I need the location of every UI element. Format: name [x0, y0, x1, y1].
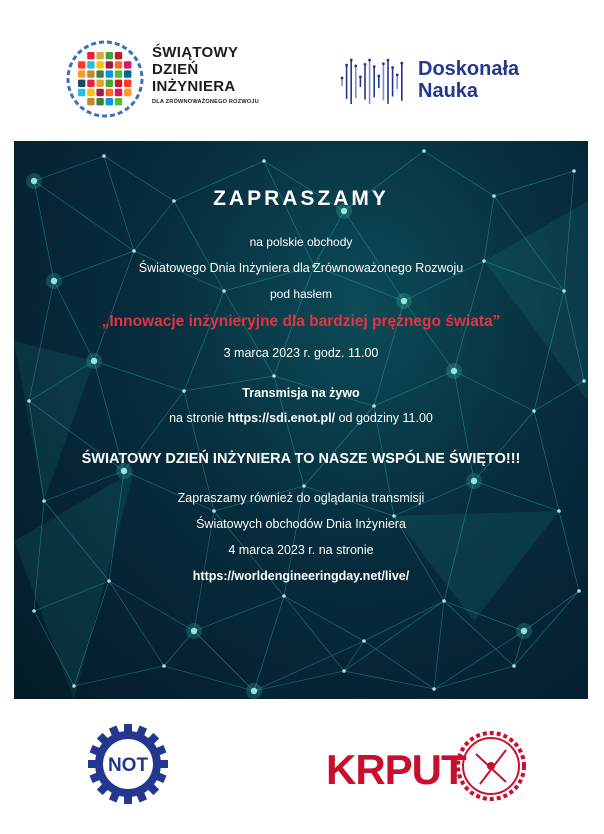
dn-logo-text — [418, 58, 519, 102]
poster-line: Zapraszamy również do oglądania transmisji — [177, 491, 425, 505]
dn-logo-line: Nauka — [418, 80, 479, 102]
wde-logo-text — [152, 44, 259, 105]
poster-line: 4 marca 2023 r. na stronie — [228, 543, 374, 557]
invitation-poster — [14, 141, 588, 699]
poster-line: pod hasłem — [269, 287, 333, 301]
not-logo — [88, 724, 168, 804]
poster-stream-line — [14, 411, 588, 425]
dn-logo-line: Doskonała — [418, 58, 520, 80]
poster-line: Światowych obchodów Dnia Inżyniera — [196, 517, 406, 531]
wde-logo-subtitle: DLA ZRÓWNOWAŻONEGO ROZWOJU — [152, 99, 259, 105]
wde-logo — [66, 40, 276, 122]
stream-prefix: na stronie — [169, 411, 228, 425]
gear-icon — [454, 726, 528, 806]
stream-url-link[interactable]: https://sdi.enot.pl/ — [227, 411, 336, 425]
waveform-icon — [338, 52, 408, 112]
poster-line: Światowego Dnia Inżyniera dla Zrównoważonego Rozwoju — [138, 261, 464, 275]
poster-transmission: Transmisja na żywo — [242, 386, 360, 400]
wde-logo-line: ŚWIĄTOWY — [152, 44, 239, 61]
poster-motto: ŚWIATOWY DZIEŃ INŻYNIERA TO NASZE WSPÓLNE ŚWIĘTO!!! — [81, 451, 521, 467]
invite-url-link[interactable]: https://worldengineeringday.net/live/ — [192, 569, 410, 583]
wde-logo-line: DZIEŃ — [152, 61, 199, 78]
krput-logo — [326, 726, 526, 810]
poster-heading: ZAPRASZAMY — [213, 187, 389, 210]
not-logo-text: NOT — [107, 755, 149, 776]
krput-logo-text: KRPUT — [326, 746, 466, 793]
poster-slogan: „Innowacje inżynieryjne dla bardziej prężnego świata” — [101, 313, 501, 330]
stream-suffix: od godziny 11.00 — [335, 411, 433, 425]
globe-icon — [66, 40, 144, 118]
poster-line: na polskie obchody — [249, 235, 353, 249]
doskonala-nauka-logo — [338, 48, 548, 118]
wde-logo-line: INŻYNIERA — [152, 78, 236, 95]
poster-date: 3 marca 2023 r. godz. 11.00 — [223, 346, 379, 360]
